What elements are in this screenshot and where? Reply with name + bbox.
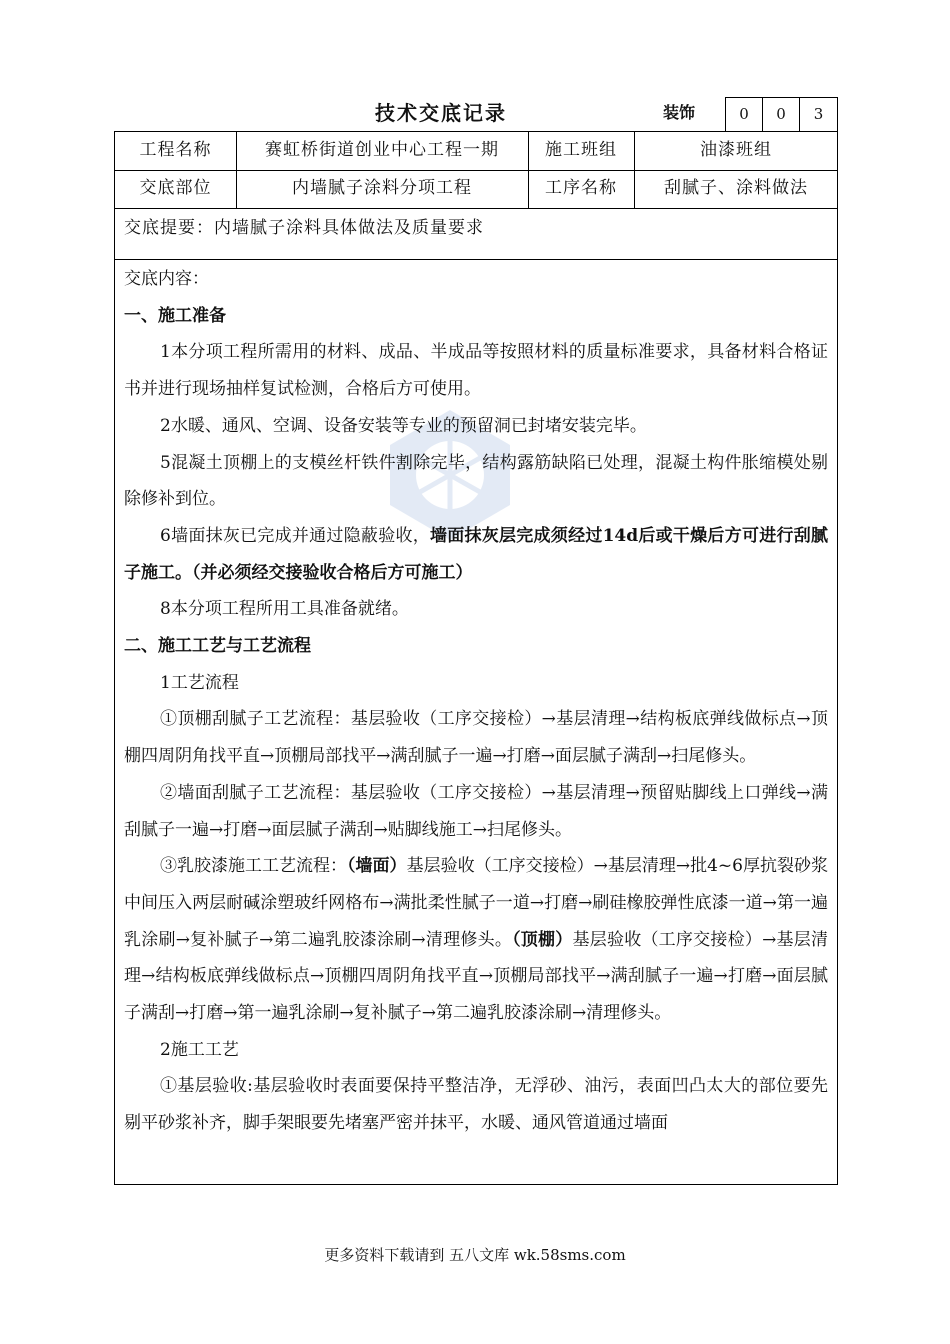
code-digit-2: 0 (762, 97, 800, 132)
bold-text-run: （墙面） (347, 856, 407, 877)
paragraph: 2水暖、通风、空调、设备安装等专业的预留洞已封堵安装完毕。 (160, 415, 647, 436)
bold-text-run: 墙面抹灰层完成须经过14d后或干燥后方可进行刮腻子施工。（并必须经交接验收合格后方可施工） (124, 525, 828, 583)
text-run: 基层验收（工序交接检）→基层清理→批4~6厚抗裂砂浆中间压入两层耐碱涂塑玻纤网格布→满批柔性腻子一道→打磨→刷硅橡胶弹性底漆一道→第一遍乳涂刷→复补腻子→第二遍乳胶漆涂刷→清理修头。 (124, 856, 829, 950)
section-2-title: 二、施工工艺与工艺流程 (124, 636, 311, 657)
paragraph: 1工艺流程 (160, 672, 239, 693)
category-label: 装饰 (663, 103, 696, 122)
row-divider (115, 259, 837, 260)
code-digit-3: 3 (799, 97, 838, 132)
location-label: 交底部位 (139, 178, 212, 198)
text-run: 6墙面抹灰已完成并通过隐蔽验收， (160, 525, 430, 546)
footer-text: 更多资料下载请到 五八文库 wk.58sms.com (324, 1246, 626, 1264)
paragraph: 2施工工艺 (160, 1039, 239, 1060)
text-run: ③乳胶漆施工工艺流程： (160, 856, 348, 877)
content-label: 交底内容： (124, 269, 209, 289)
disclosure-content (124, 261, 828, 1142)
paragraph: 1本分项工程所需用的材料、成品、半成品等按照材料的质量标准要求，具备材料合格证书并进行现场抽样复试检测，合格后方可使用。 (124, 342, 828, 400)
paragraph: 8本分项工程所用工具准备就绪。 (160, 599, 409, 620)
bold-text-run: （顶棚） (512, 929, 573, 950)
row-divider (115, 208, 837, 209)
project-name-label: 工程名称 (139, 140, 212, 160)
paragraph (124, 848, 828, 1032)
paragraph (124, 518, 828, 591)
code-digit-1: 0 (725, 97, 763, 132)
project-name-value: 赛虹桥街道创业中心工程一期 (265, 140, 499, 160)
team-value: 油漆班组 (700, 140, 772, 160)
process-label: 工序名称 (545, 178, 617, 198)
paragraph: ①基层验收:基层验收时表面要保持平整洁净，无浮砂、油污，表面凹凸太大的部位要先剔平砂浆补齐，脚手架眼要先堵塞严密并抹平，水暖、通风管道通过墙面 (124, 1076, 828, 1134)
section-1-title: 一、施工准备 (124, 305, 226, 326)
paragraph: ①顶棚刮腻子工艺流程：基层验收（工序交接检）→基层清理→结构板底弹线做标点→顶棚四周阴角找平直→顶棚局部找平→满刮腻子一遍→打磨→面层腻子满刮→扫尾修头。 (124, 709, 828, 767)
document-title: 技术交底记录 (375, 101, 507, 125)
process-value: 刮腻子、涂料做法 (664, 178, 808, 198)
team-label: 施工班组 (545, 140, 617, 160)
summary: 交底提要：内墙腻子涂料具体做法及质量要求 (124, 218, 484, 238)
paragraph: ②墙面刮腻子工艺流程：基层验收（工序交接检）→基层清理→预留贴脚线上口弹线→满刮腻子一遍→打磨→面层腻子满刮→贴脚线施工→扫尾修头。 (124, 782, 828, 840)
text-run: 基层验收（工序交接检）→基层清理→结构板底弹线做标点→顶棚四周阴角找平直→顶棚局部找平→满刮腻子一遍→打磨→面层腻子满刮→打磨→第一遍乳涂刷→复补腻子→第二遍乳胶漆涂刷→清理修头。 (124, 929, 829, 1024)
paragraph: 5混凝土顶棚上的支模丝杆铁件割除完毕，结构露筋缺陷已处理，混凝土构件胀缩模处剔除修补到位。 (124, 452, 828, 510)
location-value: 内墙腻子涂料分项工程 (292, 178, 472, 198)
